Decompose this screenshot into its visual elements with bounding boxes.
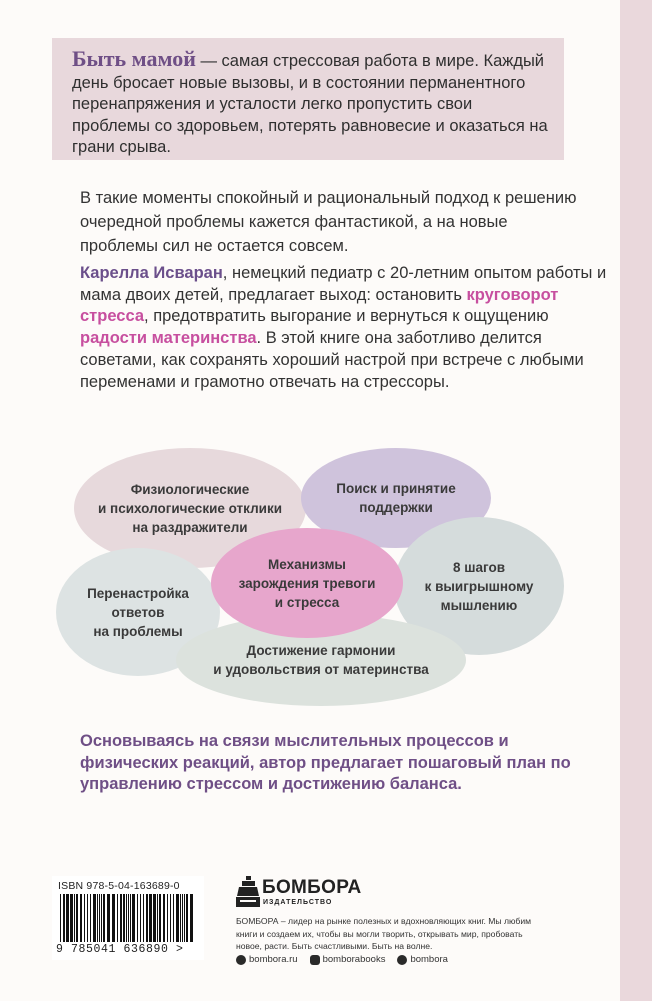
spine-strip bbox=[620, 0, 652, 1001]
intro-box bbox=[52, 38, 564, 160]
vk-icon bbox=[310, 955, 320, 965]
social-vk[interactable]: bomborabooks bbox=[310, 954, 386, 965]
bombora-logo-icon bbox=[236, 876, 260, 908]
publisher-sub: ИЗДАТЕЛЬСТВО bbox=[263, 899, 333, 906]
paragraph-2-text-2: , предотвратить выгорание и вернуться к ощущению bbox=[144, 307, 549, 326]
telegram-icon bbox=[397, 955, 407, 965]
bubble-support: Поиск и принятие поддержки bbox=[301, 448, 491, 548]
barcode-digits: 9 785041 636890 > bbox=[56, 943, 184, 956]
intro-lead: Быть мамой bbox=[72, 46, 196, 71]
bubble-8-steps: 8 шагов к выигрышному мышлению bbox=[394, 517, 564, 655]
bubble-physiological: Физиологические и психологические отклики на раздражители bbox=[74, 448, 306, 568]
highlight-stress-cycle: круговорот стресса bbox=[80, 285, 559, 326]
social-links bbox=[236, 954, 460, 965]
publisher-name: БОМБОРА bbox=[262, 877, 362, 898]
globe-icon bbox=[236, 955, 246, 965]
barcode-box bbox=[52, 876, 204, 960]
bubble-reset: Перенастройка ответов на проблемы bbox=[56, 548, 220, 676]
paragraph-2 bbox=[80, 263, 610, 393]
isbn-label: ISBN 978-5-04-163689-0 bbox=[58, 880, 180, 892]
highlight-joy: радости материнства bbox=[80, 329, 257, 348]
barcode-icon bbox=[58, 894, 198, 944]
social-telegram[interactable]: bombora bbox=[397, 954, 448, 965]
author-name: Карелла Исваран bbox=[80, 264, 223, 282]
bubble-harmony: Достижение гармонии и удовольствия от материнства bbox=[176, 614, 466, 706]
paragraph-2-text-3: . В этой книге она заботливо делится советами, как сохранять хороший настрой при встрече с любыми переменами и грамотно отвечать на стрессоры. bbox=[80, 329, 584, 391]
paragraph-1: В такие моменты спокойный и рациональный подход к решению очередной проблемы кажется фантастикой, а на новые проблемы сил не остается совсем. bbox=[80, 189, 577, 255]
social-site[interactable]: bombora.ru bbox=[236, 954, 298, 965]
bubble-mechanisms: Механизмы зарождения тревоги и стресса bbox=[211, 528, 403, 638]
intro-text: — самая стрессовая работа в мире. Каждый день бросает новые вызовы, и в состоянии перманентного перенапряжения и усталости легко пропустить свои проблемы со здоровьем, потерять равновесие и оказаться на грани срыва. bbox=[72, 52, 548, 156]
closing-paragraph: Основываясь на связи мыслительных процессов и физических реакций, автор предлагает пошаговый план по управлению стрессом и достижению баланса. bbox=[80, 732, 571, 793]
publisher-text: БОМБОРА – лидер на рынке полезных и вдохновляющих книг. Мы любим книги и создаем их, чтобы вы могли творить, открывать мир, пробовать новое, расти. Быть счастливыми. Быть на волне. bbox=[236, 916, 532, 951]
paragraph-2-text-1: , немецкий педиатр с 20-летним опытом работы и мама двоих детей, предлагает выход: остановить bbox=[80, 264, 607, 304]
